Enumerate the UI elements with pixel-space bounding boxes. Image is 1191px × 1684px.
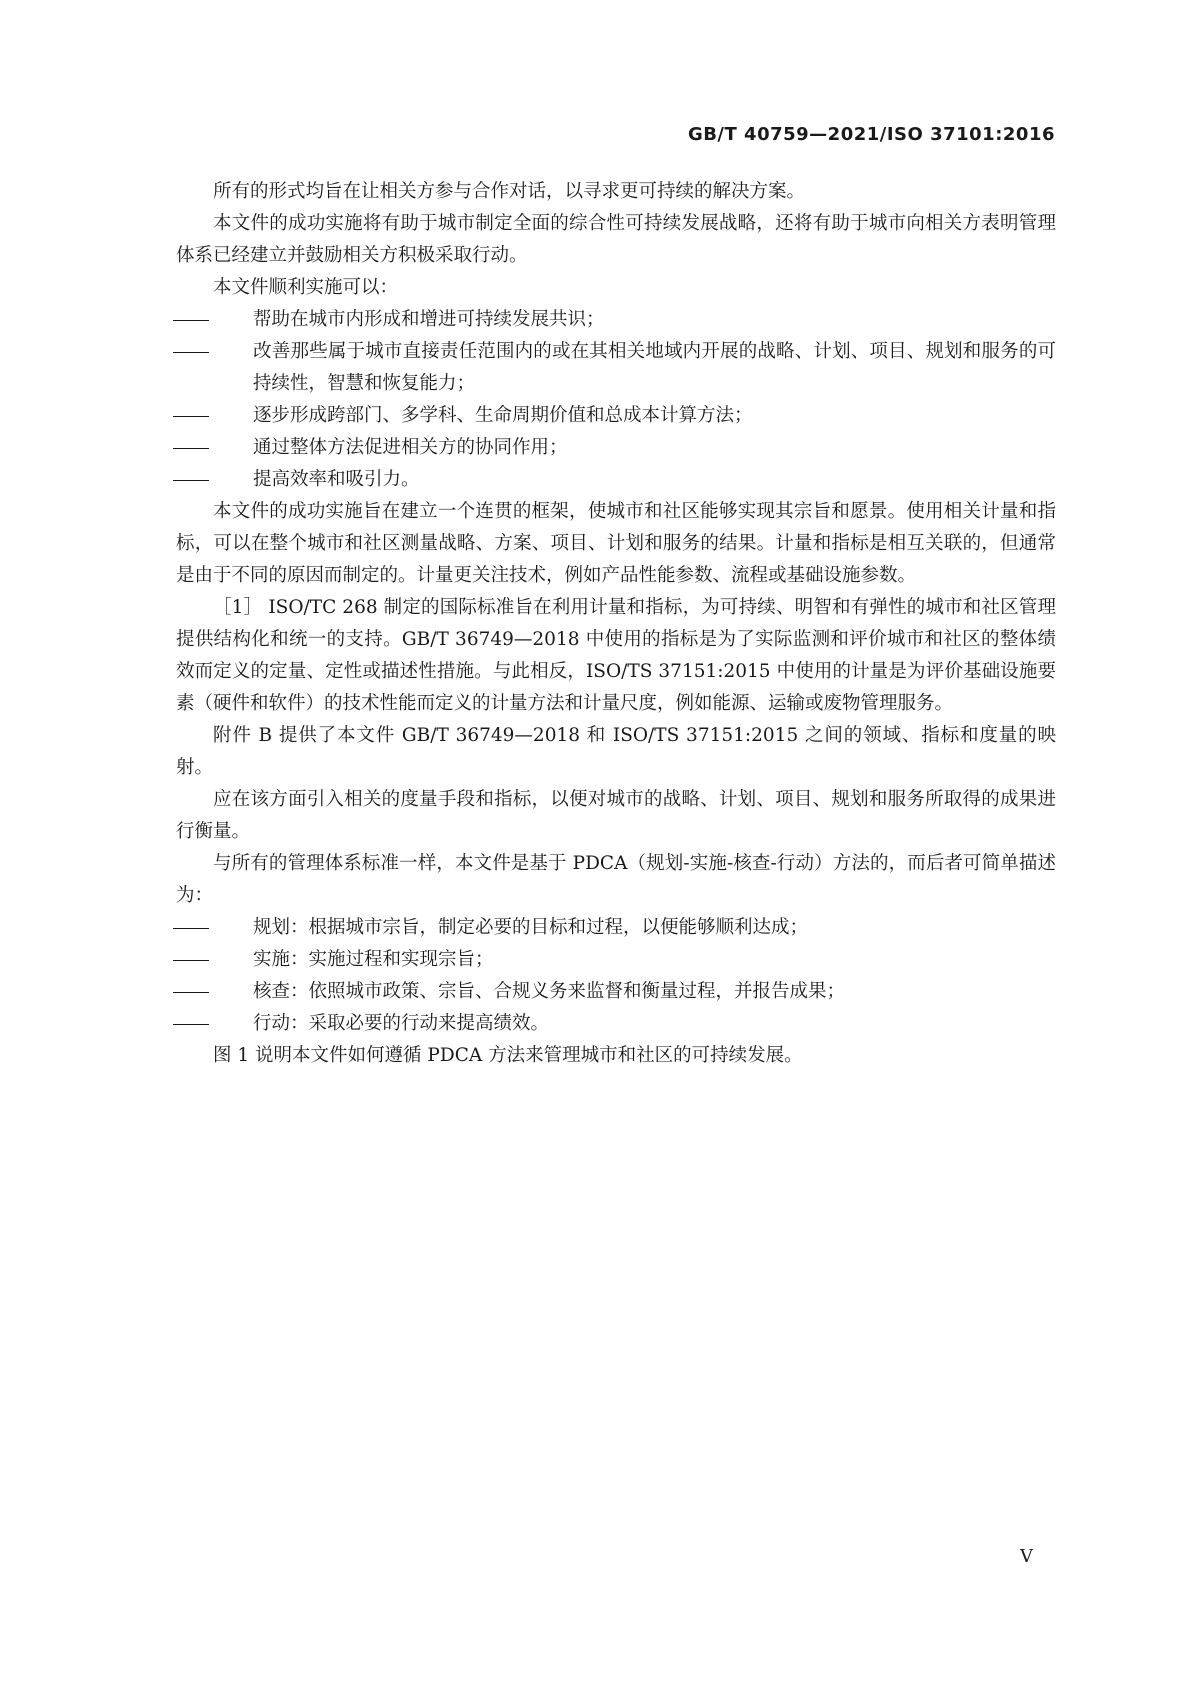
list-item	[176, 976, 1056, 1008]
paragraph: 本文件的成功实施将有助于城市制定全面的综合性可持续发展战略，还将有助于城市向相关方表明管理体系已经建立并鼓励相关方积极采取行动。	[176, 213, 1056, 266]
paragraph: 应在该方面引入相关的度量手段和指标，以便对城市的战略、计划、项目、规划和服务所取得的成果进行衡量。	[176, 789, 1056, 842]
em-dash-bullet	[213, 400, 253, 432]
list-item-text: 行动：采取必要的行动来提高绩效。	[253, 1013, 550, 1034]
paragraph: 本文件顺利实施可以：	[213, 277, 399, 298]
body-text	[176, 176, 1056, 1072]
list-item-text: 规划：根据城市宗旨，制定必要的目标和过程，以便能够顺利达成；	[253, 917, 809, 938]
list-item	[176, 912, 1056, 944]
list-item	[176, 432, 1056, 464]
list-item-text: 改善那些属于城市直接责任范围内的或在其相关地域内开展的战略、计划、项目、规划和服务的可持续性，智慧和恢复能力；	[253, 341, 1056, 394]
standard-number-header: GB/T 40759—2021/ISO 37101:2016	[687, 124, 1055, 145]
paragraph: 与所有的管理体系标准一样，本文件是基于 PDCA（规划-实施-核查-行动）方法的，而后者可简单描述为：	[176, 853, 1056, 906]
paragraph: 所有的形式均旨在让相关方参与合作对话，以寻求更可持续的解决方案。	[213, 181, 806, 202]
em-dash-bullet	[213, 1008, 253, 1040]
list-item	[176, 944, 1056, 976]
em-dash-bullet	[213, 336, 253, 368]
list-item-text: 核查：依照城市政策、宗旨、合规义务来监督和衡量过程，并报告成果；	[253, 981, 846, 1002]
list-item-text: 逐步形成跨部门、多学科、生命周期价值和总成本计算方法；	[253, 405, 753, 426]
list-item-text: 提高效率和吸引力。	[253, 469, 420, 490]
list-item	[176, 1008, 1056, 1040]
list-item	[176, 304, 1056, 336]
list-item-text: 实施：实施过程和实现宗旨；	[253, 949, 494, 970]
list-item	[176, 336, 1056, 400]
em-dash-bullet	[213, 944, 253, 976]
em-dash-bullet	[213, 464, 253, 496]
em-dash-bullet	[213, 976, 253, 1008]
em-dash-bullet	[213, 912, 253, 944]
paragraph: 附件 B 提供了本文件 GB/T 36749—2018 和 ISO/TS 37151:2015 之间的领域、指标和度量的映射。	[176, 725, 1056, 778]
list-item-text: 帮助在城市内形成和增进可持续发展共识；	[253, 309, 605, 330]
list-item	[176, 464, 1056, 496]
paragraph: 图 1 说明本文件如何遵循 PDCA 方法来管理城市和社区的可持续发展。	[213, 1045, 803, 1066]
em-dash-bullet	[213, 304, 253, 336]
page-number: V	[1020, 1546, 1033, 1567]
list-item-text: 通过整体方法促进相关方的协同作用；	[253, 437, 568, 458]
list-item	[176, 400, 1056, 432]
paragraph: 本文件的成功实施旨在建立一个连贯的框架，使城市和社区能够实现其宗旨和愿景。使用相关计量和指标，可以在整个城市和社区测量战略、方案、项目、计划和服务的结果。计量和指标是相互关联的，但通常是由于不同的原因而制定的。计量更关注技术，例如产品性能参数、流程或基础设施参数。	[176, 501, 1056, 586]
paragraph: ［1］ ISO/TC 268 制定的国际标准旨在利用计量和指标，为可持续、明智和有弹性的城市和社区管理提供结构化和统一的支持。GB/T 36749—2018 中使用的指标是为了实际监测和评价城市和社区的整体绩效而定义的定量、定性或描述性措施。与此相反，ISO/TS 37151:2015 中使用的计量是为评价基础设施要素（硬件和软件）的技术性能而定义的计量方法和计量尺度，例如能源、运输或废物管理服务。	[176, 597, 1056, 714]
em-dash-bullet	[213, 432, 253, 464]
